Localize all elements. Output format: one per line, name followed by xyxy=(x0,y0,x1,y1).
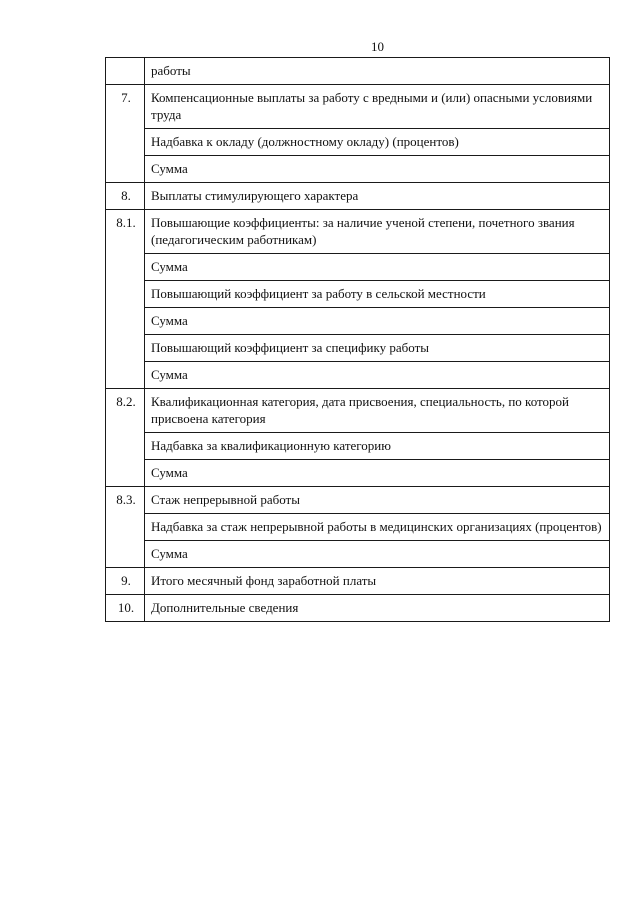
row-text-cell xyxy=(145,514,610,541)
row-text: Повышающий коэффициент за работу в сельской местности xyxy=(151,286,486,301)
row-number-cell xyxy=(106,487,145,568)
row-text-cell xyxy=(145,183,610,210)
row-text: Выплаты стимулирующего характера xyxy=(151,188,359,203)
row-number-cell xyxy=(106,389,145,487)
table-row xyxy=(106,308,610,335)
row-text-cell xyxy=(145,389,610,433)
row-number: 9. xyxy=(121,573,131,588)
row-text: Итого месячный фонд заработной платы xyxy=(151,573,377,588)
form-table-body xyxy=(106,58,610,622)
row-text-cell xyxy=(145,210,610,254)
row-text-cell xyxy=(145,58,610,85)
table-row xyxy=(106,129,610,156)
row-number: 7. xyxy=(121,90,131,105)
row-number: 8.1. xyxy=(116,215,136,230)
table-row xyxy=(106,433,610,460)
table-row xyxy=(106,487,610,514)
row-number-cell xyxy=(106,568,145,595)
row-number-cell xyxy=(106,210,145,389)
row-text: Повышающий коэффициент за специфику работы xyxy=(151,340,430,355)
row-text: Сумма xyxy=(151,367,188,382)
row-number-cell xyxy=(106,595,145,622)
row-number xyxy=(106,58,144,62)
table-row xyxy=(106,183,610,210)
row-text: Сумма xyxy=(151,161,188,176)
row-text: Надбавка за квалификационную категорию xyxy=(151,438,391,453)
row-text-cell xyxy=(145,487,610,514)
row-text: Повышающие коэффициенты: за наличие ученой степени, почетного звания (педагогическим работникам) xyxy=(151,215,575,247)
row-text-cell xyxy=(145,433,610,460)
row-text-cell xyxy=(145,541,610,568)
table-row xyxy=(106,362,610,389)
row-text-cell xyxy=(145,568,610,595)
row-text-cell xyxy=(145,308,610,335)
row-number-cell xyxy=(106,183,145,210)
page-number: 10 xyxy=(371,39,384,54)
row-number: 8.2. xyxy=(116,394,136,409)
row-text-cell xyxy=(145,460,610,487)
row-text-cell xyxy=(145,254,610,281)
table-row xyxy=(106,58,610,85)
table-row xyxy=(106,156,610,183)
row-number: 8. xyxy=(121,188,131,203)
table-row xyxy=(106,335,610,362)
table-row xyxy=(106,568,610,595)
row-text: работы xyxy=(151,63,191,78)
table-row xyxy=(106,281,610,308)
row-text-cell xyxy=(145,85,610,129)
row-text: Сумма xyxy=(151,465,188,480)
row-text: Компенсационные выплаты за работу с вредными и (или) опасными условиями труда xyxy=(151,90,593,122)
table-row xyxy=(106,85,610,129)
row-number: 10. xyxy=(117,600,135,615)
row-text-cell xyxy=(145,595,610,622)
row-text: Сумма xyxy=(151,259,188,274)
row-text: Сумма xyxy=(151,313,188,328)
table-row xyxy=(106,595,610,622)
row-text-cell xyxy=(145,335,610,362)
row-number-cell xyxy=(106,58,145,85)
table-row xyxy=(106,254,610,281)
row-text: Надбавка к окладу (должностному окладу) (процентов) xyxy=(151,134,459,149)
row-text-cell xyxy=(145,129,610,156)
row-text: Квалификационная категория, дата присвоения, специальность, по которой присвоена категория xyxy=(151,394,570,426)
row-text-cell xyxy=(145,281,610,308)
row-text-cell xyxy=(145,156,610,183)
row-text: Дополнительные сведения xyxy=(151,600,299,615)
table-row xyxy=(106,389,610,433)
table-row xyxy=(106,514,610,541)
row-text: Надбавка за стаж непрерывной работы в медицинских организациях (процентов) xyxy=(151,519,602,534)
row-text: Стаж непрерывной работы xyxy=(151,492,300,507)
table-row xyxy=(106,541,610,568)
form-table xyxy=(105,57,610,622)
table-row xyxy=(106,460,610,487)
row-number-cell xyxy=(106,85,145,183)
table-row xyxy=(106,210,610,254)
row-text-cell xyxy=(145,362,610,389)
row-number: 8.3. xyxy=(116,492,136,507)
row-text: Сумма xyxy=(151,546,188,561)
